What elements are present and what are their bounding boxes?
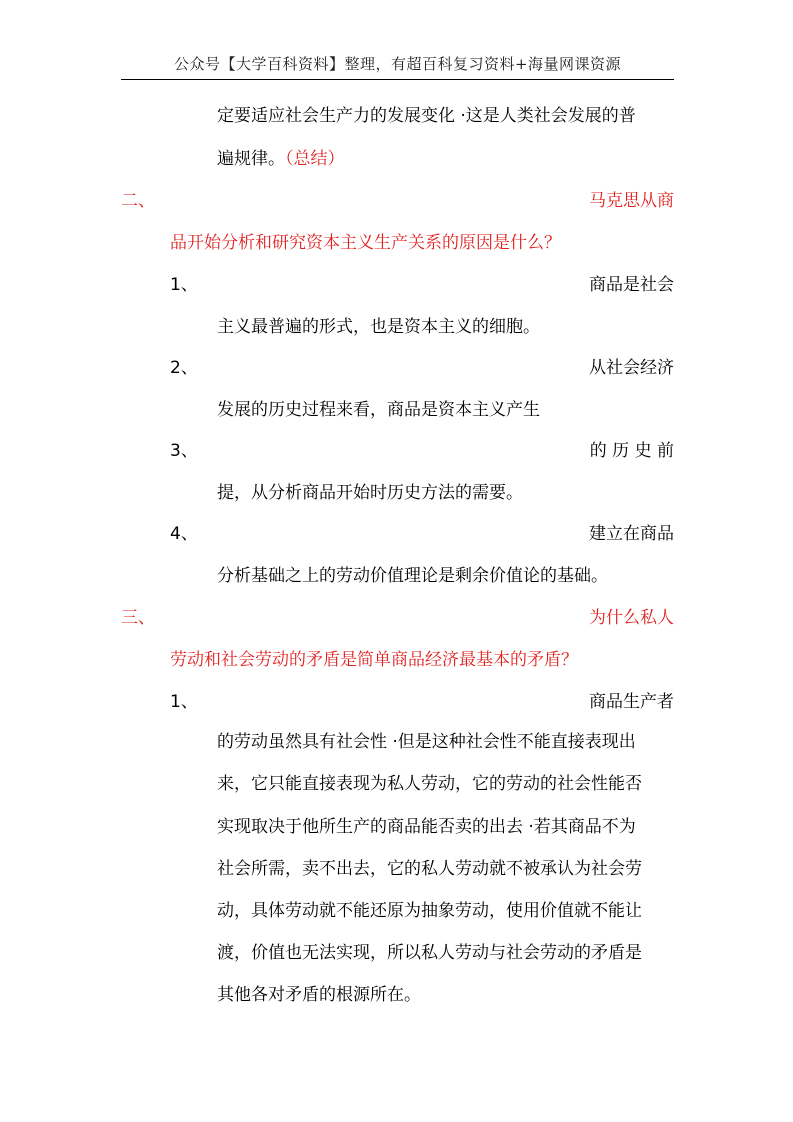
section-2-title-cont: 品开始分析和研究资本主义生产关系的原因是什么？ bbox=[170, 233, 561, 253]
s3-item-1-right: 商品生产者 bbox=[589, 692, 674, 712]
section-2-number: 二、 bbox=[121, 191, 155, 211]
s2-item-4-number: 4、 bbox=[170, 524, 198, 544]
intro-line-2-text: 遍规律。 bbox=[217, 149, 285, 169]
s3-para-line: 其他各对矛盾的根源所在。 bbox=[217, 985, 421, 1005]
s3-para-line: 实现取决于他所生产的商品能否卖的出去 ·若其商品不为 bbox=[217, 817, 636, 837]
s2-item-1-cont: 主义最普遍的形式，也是资本主义的细胞。 bbox=[217, 317, 540, 337]
s3-para-line: 动，具体劳动就不能还原为抽象劳动，使用价值就不能让 bbox=[217, 901, 642, 921]
intro-line-2 bbox=[217, 147, 345, 171]
section-3-number: 三、 bbox=[121, 608, 155, 628]
s2-item-3-number: 3、 bbox=[170, 441, 198, 461]
intro-line-1: 定要适应社会生产力的发展变化 ·这是人类社会发展的普 bbox=[217, 106, 636, 126]
s2-item-2-cont: 发展的历史过程来看，商品是资本主义产生 bbox=[217, 400, 540, 420]
s3-para-line: 社会所需，卖不出去，它的私人劳动就不被承认为社会劳 bbox=[217, 859, 642, 879]
s2-item-4-right: 建立在商品 bbox=[589, 524, 674, 544]
s2-item-1-number: 1、 bbox=[170, 275, 198, 295]
s2-item-3-right: 的 历 史 前 bbox=[589, 441, 674, 461]
s3-para-line: 的劳动虽然具有社会性 ·但是这种社会性不能直接表现出 bbox=[217, 732, 636, 752]
section-2-title-right: 马克思从商 bbox=[589, 191, 674, 211]
section-3-title-cont: 劳动和社会劳动的矛盾是简单商品经济最基本的矛盾？ bbox=[170, 650, 578, 670]
section-3-title-right: 为什么私人 bbox=[589, 608, 674, 628]
page-header: 公众号【大学百科资料】整理，有超百科复习资料+海量网课资源 bbox=[173, 55, 622, 73]
s3-para-line: 渡，价值也无法实现，所以私人劳动与社会劳动的矛盾是 bbox=[217, 943, 642, 963]
s2-item-3-cont: 提，从分析商品开始时历史方法的需要。 bbox=[217, 483, 523, 503]
s3-para-line: 来，它只能直接表现为私人劳动，它的劳动的社会性能否 bbox=[217, 774, 642, 794]
header-rule bbox=[121, 79, 674, 80]
intro-note: （总结） bbox=[285, 149, 345, 169]
s2-item-4-cont: 分析基础之上的劳动价值理论是剩余价值论的基础。 bbox=[217, 566, 608, 586]
s3-item-1-number: 1、 bbox=[170, 692, 198, 712]
s2-item-2-right: 从社会经济 bbox=[589, 358, 674, 378]
s2-item-1-right: 商品是社会 bbox=[589, 275, 674, 295]
s2-item-2-number: 2、 bbox=[170, 358, 198, 378]
